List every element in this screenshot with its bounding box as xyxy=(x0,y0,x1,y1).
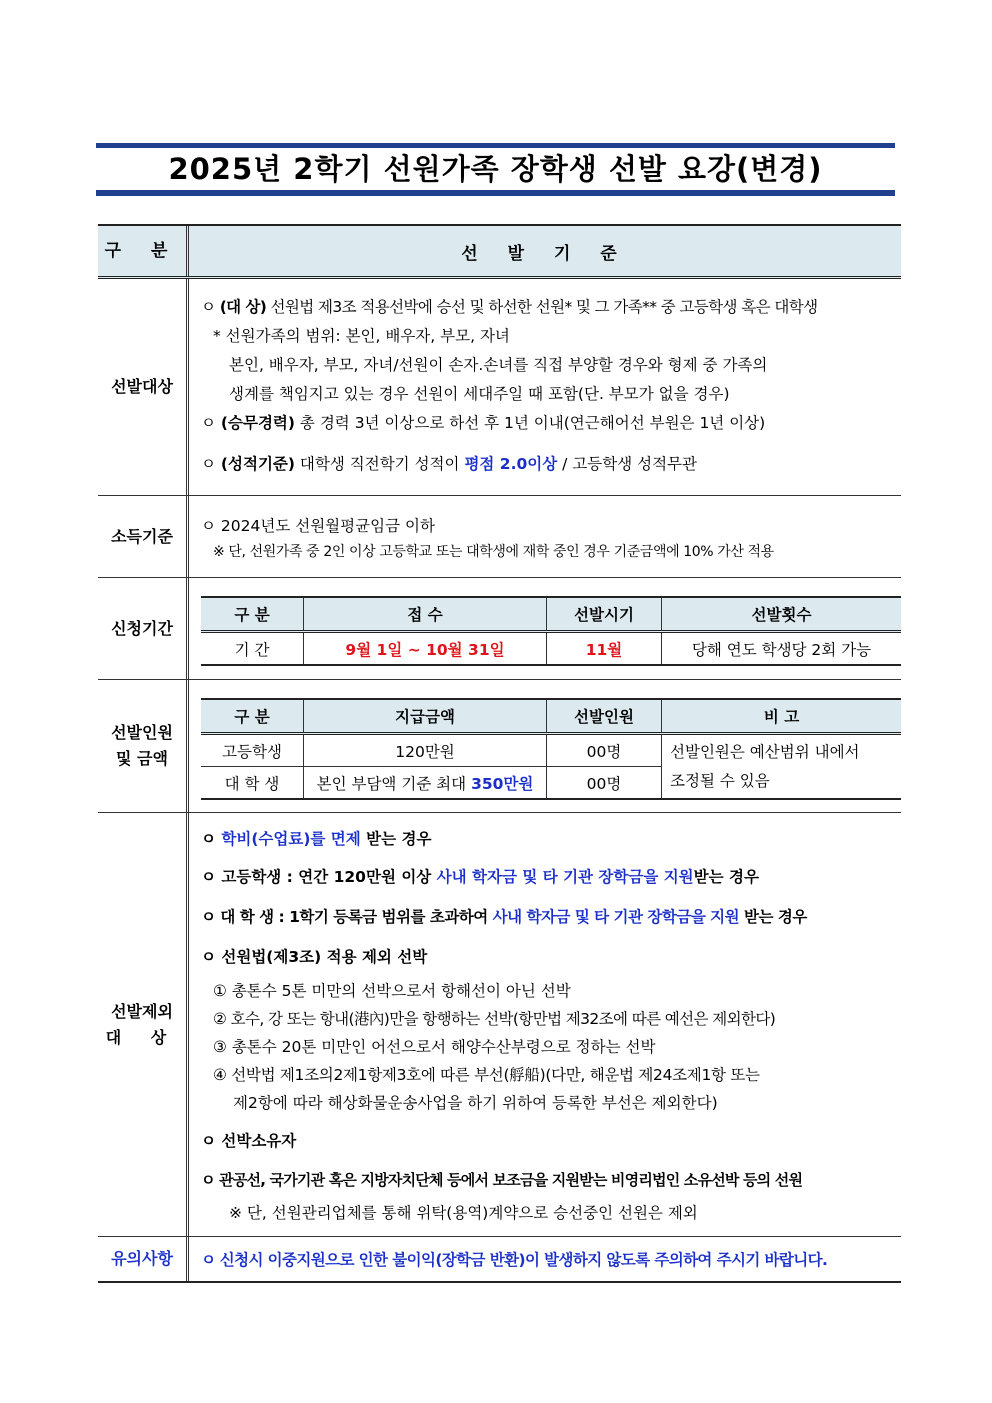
exclude-e2-text2: 받는 경우 xyxy=(693,868,759,886)
list-item: 제2항에 따라 해상화물운송사업을 하기 위하여 등록한 부선은 제외한다) xyxy=(233,1094,718,1112)
notice-text: 신청시 이중지원으로 인한 불이익(장학금 반환)이 발생하지 않도록 주의하여 주시기 바랍니다. xyxy=(219,1251,828,1269)
exclude-line3 xyxy=(201,897,891,937)
amount-h2: 지급금액 xyxy=(304,699,547,734)
target-tag: (대 상) xyxy=(219,298,267,316)
row-income xyxy=(98,496,901,578)
exclude-line4 xyxy=(201,937,891,977)
bullet-icon: ㅇ xyxy=(201,298,216,316)
label-exclude-2: 대 상 xyxy=(105,1027,179,1047)
label-period: 신청기간 xyxy=(98,578,189,679)
bullet-icon: ㅇ xyxy=(201,1171,215,1189)
criteria-table xyxy=(98,224,901,1283)
bullet-icon: ㅇ xyxy=(201,948,216,966)
row-period xyxy=(98,578,901,680)
grade-text2: / 고등학생 성적무관 xyxy=(562,455,698,473)
label-amount xyxy=(98,680,189,812)
grade-highlight: 평점 2.0이상 xyxy=(464,455,558,473)
target-line5 xyxy=(201,409,891,438)
period-h3: 선발시기 xyxy=(547,597,662,632)
exclude-e3-text2: 받는 경우 xyxy=(744,908,807,926)
period-c4: 당해 연도 학생당 2회 가능 xyxy=(662,632,902,666)
amount-r2c2-highlight: 350만원 xyxy=(471,774,534,793)
amount-h4: 비 고 xyxy=(662,699,902,734)
amount-h1: 구 분 xyxy=(201,699,304,734)
table-header xyxy=(98,224,901,279)
label-exclude-1: 선발제외 xyxy=(111,1001,173,1021)
amount-table xyxy=(201,698,901,800)
row-target xyxy=(98,279,901,496)
income-text: 2024년도 선원월평균임금 이하 xyxy=(220,517,435,535)
amount-h3: 선발인원 xyxy=(547,699,662,734)
row-exclude xyxy=(98,813,901,1237)
exclude-e3-highlight: 사내 학자금 및 타 기관 장학금을 지원 xyxy=(492,908,740,926)
list-item: ① 총톤수 5톤 미만의 선박으로서 항해선이 아닌 선박 xyxy=(213,982,571,1000)
amount-r1c3: 00명 xyxy=(547,734,662,767)
target-line6 xyxy=(201,450,891,479)
label-income: 소득기준 xyxy=(98,496,189,577)
table-row xyxy=(201,632,901,666)
label-amount-1: 선발인원 xyxy=(111,723,173,742)
notice-line xyxy=(189,1237,901,1281)
header-category: 구 분 xyxy=(98,226,189,276)
amount-r2c3: 00명 xyxy=(547,767,662,800)
bullet-icon: ㅇ xyxy=(201,455,216,473)
bullet-icon: ㅇ xyxy=(201,1132,216,1150)
amount-r2c1: 대 학 생 xyxy=(201,767,304,800)
bullet-icon: ㅇ xyxy=(201,414,216,432)
exclude-line2 xyxy=(201,857,891,897)
amount-note-1: 선발인원은 예산범위 내에서 xyxy=(670,742,860,761)
exclude-line7: ※ 단, 선원관리업체를 통해 위탁(용역)계약으로 승선중인 선원은 제외 xyxy=(229,1204,698,1222)
period-h4: 선발횟수 xyxy=(662,597,902,632)
income-line1 xyxy=(201,512,891,541)
amount-note xyxy=(662,734,902,800)
period-h2: 접 수 xyxy=(304,597,547,632)
title-bottom-rule xyxy=(96,190,895,196)
bullet-icon: ㅇ xyxy=(201,517,216,535)
target-line1 xyxy=(201,293,891,322)
income-line2: ※ 단, 선원가족 중 2인 이상 고등학교 또는 대학생에 재학 중인 경우 기준금액에 10% 가산 적용 xyxy=(213,544,774,560)
exclude-e2-text: 고등학생 : 연간 120만원 이상 xyxy=(221,868,432,886)
bullet-icon: ㅇ xyxy=(201,908,216,926)
target-text: 선원법 제3조 적용선박에 승선 및 하선한 선원* 및 그 가족** 중 고등학생 혹은 대학생 xyxy=(270,298,818,316)
period-c3: 11월 xyxy=(547,632,662,666)
grade-text: 대학생 직전학기 성적이 xyxy=(299,455,460,473)
label-notice: 유의사항 xyxy=(98,1237,189,1281)
amount-r1c2: 120만원 xyxy=(304,734,547,767)
exclude-line6 xyxy=(201,1161,891,1199)
target-line4: 생계를 책임지고 있는 경우 선원이 세대주일 때 포함(단. 부모가 없을 경우) xyxy=(229,385,730,403)
label-exclude xyxy=(98,813,189,1236)
period-c1: 기 간 xyxy=(201,632,304,666)
grade-tag: (성적기준) xyxy=(220,455,295,473)
career-tag: (승무경력) xyxy=(220,414,295,432)
target-line2: * 선원가족의 범위: 본인, 배우자, 부모, 자녀 xyxy=(213,327,510,345)
exclude-e3-text: 대 학 생 : 1학기 등록금 범위를 초과하여 xyxy=(220,908,488,926)
amount-r2c2 xyxy=(304,767,547,800)
header-criteria: 선 발 기 준 xyxy=(461,243,629,264)
list-item: ④ 선박법 제1조의2제1항제3호에 따른 부선(艀船)(다만, 해운법 제24조제1항 또는 xyxy=(213,1066,760,1084)
target-line3: 본인, 배우자, 부모, 자녀/선원이 손자.손녀를 직접 부양할 경우와 형제 중 가족의 xyxy=(229,356,768,374)
label-amount-2: 및 금액 xyxy=(116,749,168,768)
exclude-e1-highlight: 학비(수업료)를 면제 xyxy=(221,830,361,848)
row-amount xyxy=(98,680,901,813)
list-item: ② 호수, 강 또는 항내(港內)만을 항행하는 선박(항만법 제32조에 따른 예선은 제외한다) xyxy=(213,1010,776,1028)
list-item: ③ 총톤수 20톤 미만인 어선으로서 해양수산부령으로 정하는 선박 xyxy=(213,1038,656,1056)
period-table xyxy=(201,596,901,666)
exclude-line1 xyxy=(201,821,891,857)
exclude-e5-text: 선박소유자 xyxy=(221,1132,297,1150)
amount-r2c2-text: 본인 부담액 기준 최대 xyxy=(316,774,467,793)
bullet-icon: ㅇ xyxy=(201,830,216,848)
row-notice xyxy=(98,1237,901,1283)
amount-r1c1: 고등학생 xyxy=(201,734,304,767)
period-c2: 9월 1일 ~ 10월 31일 xyxy=(304,632,547,666)
table-row xyxy=(201,734,901,767)
period-h1: 구 분 xyxy=(201,597,304,632)
bullet-icon: ㅇ xyxy=(201,1251,216,1269)
exclude-e4-text: 선원법(제3조) 적용 제외 선박 xyxy=(221,948,428,966)
label-target: 선발대상 xyxy=(98,279,189,495)
bullet-icon: ㅇ xyxy=(201,868,216,886)
page-title: 2025년 2학기 선원가족 장학생 선발 요강(변경) xyxy=(168,152,823,186)
exclude-e2-highlight: 사내 학자금 및 타 기관 장학금을 지원 xyxy=(436,868,694,886)
career-text: 총 경력 3년 이상으로 하선 후 1년 이내(연근해어선 부원은 1년 이상) xyxy=(299,414,766,432)
exclude-line5 xyxy=(201,1121,891,1161)
amount-note-2: 조정될 수 있음 xyxy=(670,771,770,790)
exclude-e1-text: 받는 경우 xyxy=(366,830,432,848)
exclude-e6-text: 관공선, 국가기관 혹은 지방자치단체 등에서 보조금을 지원받는 비영리법인 소유선박 등의 선원 xyxy=(219,1171,803,1189)
title-banner xyxy=(96,143,895,197)
